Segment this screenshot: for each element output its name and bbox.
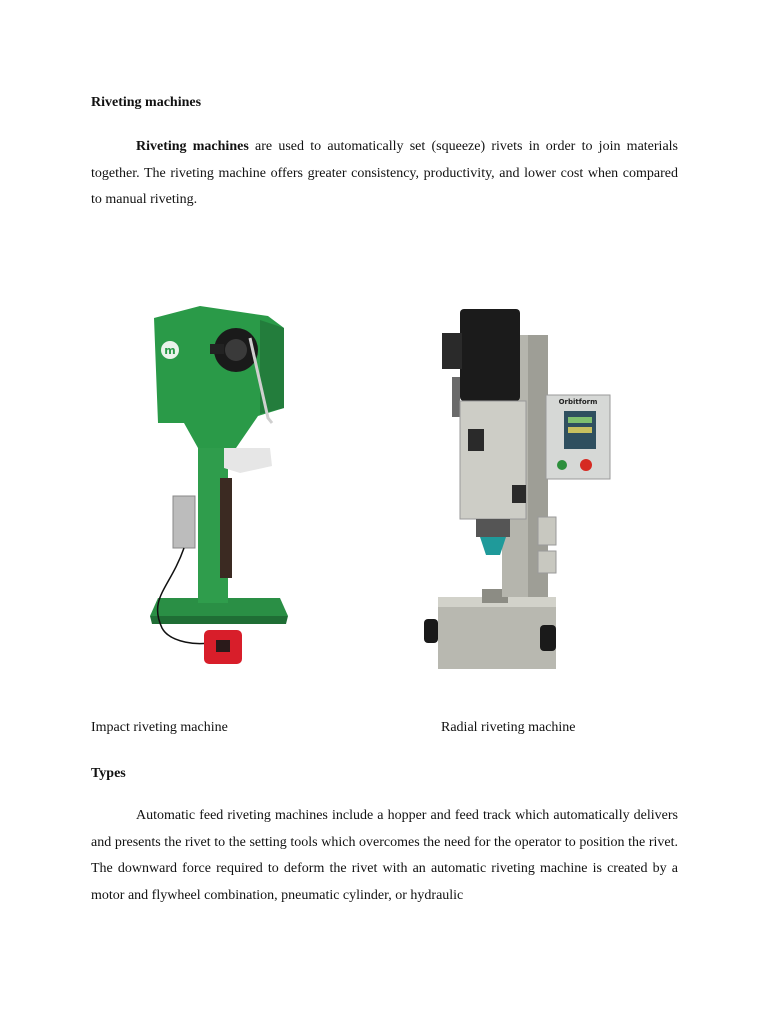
right-handle <box>540 625 556 651</box>
section-heading-riveting-machines: Riveting machines <box>91 95 202 110</box>
section-heading-types: Types <box>91 766 126 781</box>
intro-bold-term: Riveting machines <box>136 139 249 154</box>
intro-paragraph <box>91 134 678 214</box>
panel-brand-label: Orbitform <box>558 398 598 406</box>
control-box <box>173 496 195 548</box>
figure-caption-radial: Radial riveting machine <box>441 720 576 735</box>
figure-caption-impact: Impact riveting machine <box>91 720 228 735</box>
impact-riveting-machine-image <box>140 298 300 672</box>
intro-text: are used to automatically set (squeeze) rivets in order to join materials together. The riveting machine offers greater consistency, productivity, and lower cost when compared to manual riveting. <box>91 139 678 207</box>
work-guide <box>224 448 272 473</box>
types-paragraph <box>91 803 678 909</box>
stop-button <box>580 459 592 471</box>
motor <box>460 309 520 401</box>
types-paragraph-text: Automatic feed riveting machines include a hopper and feed track which automatically delivers and presents the rivet to the setting tools which overcomes the need for the operator to position the rivet. The downward force required to deform the rivet with an automatic riveting machine is created by a motor and flywheel combination, pneumatic cylinder, or hydraulic <box>91 808 678 903</box>
logo-letter: m <box>164 344 176 357</box>
start-button <box>557 460 567 470</box>
machine-base <box>438 597 556 669</box>
left-handle <box>424 619 438 643</box>
radial-riveting-machine-image <box>420 307 615 673</box>
